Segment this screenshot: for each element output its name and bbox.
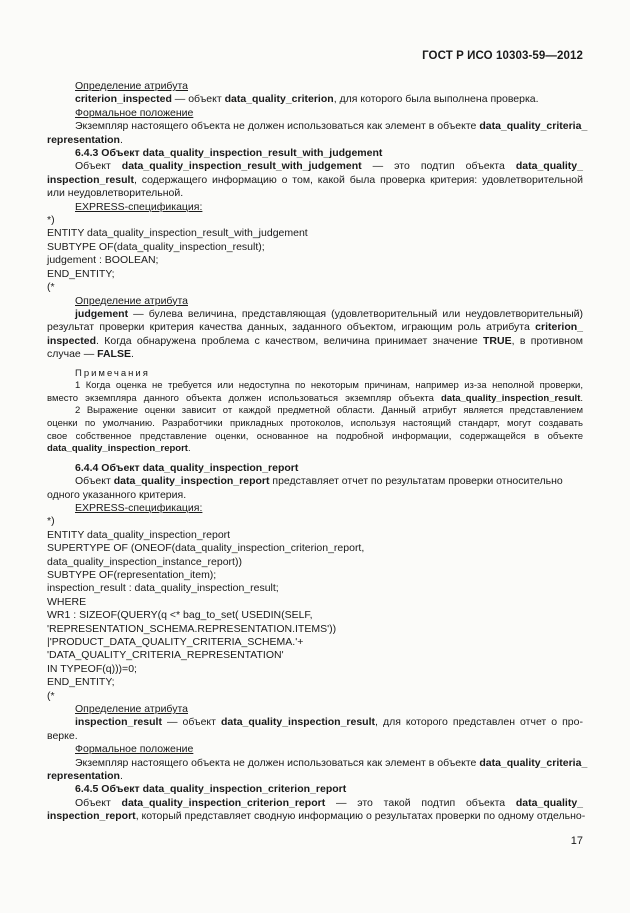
- code-line: 'REPRESENTATION_SCHEMA.REPRESENTATION.ITEMS')): [47, 622, 337, 635]
- attribute-definition-heading: Определение атрибута: [75, 703, 188, 715]
- attribute-definition-heading: Определение атрибута: [75, 80, 188, 92]
- express-code-block: [47, 214, 583, 294]
- code-line: SUPERTYPE OF (ONEOF(data_quality_inspection_criterion_report,: [47, 542, 365, 555]
- formal-proposition-text: Экземпляр настоящего объекта не должен использоваться как элемент в объекте data_quality_criteria_: [75, 120, 588, 133]
- attribute-definition-text: criterion_inspected — объект data_quality_criterion, для которого была выполнена проверка.: [75, 93, 539, 106]
- code-line: WHERE: [47, 595, 87, 608]
- express-code-block: [47, 515, 583, 703]
- inspection-result-definition-line2: верке.: [47, 729, 78, 742]
- express-spec-heading: EXPRESS-спецификация:: [75, 501, 203, 514]
- standard-header: ГОСТ Р ИСО 10303-59—2012: [422, 50, 583, 62]
- code-line: (*: [47, 689, 55, 702]
- page-content: [47, 80, 588, 824]
- judgement-definition-line3: inspected. Когда обнаружена проблема с качеством, величина принимает значение TRUE, в противном: [47, 334, 583, 347]
- express-spec-heading: EXPRESS-спецификация:: [75, 200, 203, 213]
- judgement-definition: judgement — булева величина, представляющая (удовлетворительный или неудовлетворительный): [75, 307, 583, 320]
- formal-proposition-text: Экземпляр настоящего объекта не должен использоваться как элемент в объекте data_quality_criteria_: [75, 756, 588, 769]
- code-line: SUBTYPE OF(representation_item);: [47, 568, 217, 581]
- code-line: 'DATA_QUALITY_CRITERIA_REPRESENTATION': [47, 649, 284, 662]
- section-6-4-4-para-line2: одного указанного критерия.: [47, 488, 187, 501]
- code-line: |'PRODUCT_DATA_QUALITY_CRITERIA_SCHEMA.'+: [47, 635, 304, 648]
- code-line: (*: [47, 281, 55, 294]
- page-number: 17: [570, 835, 583, 847]
- note-1-line2: вместо экземпляра данного объекта должен использоваться экземпляр объекта data_quality_inspection_result.: [47, 392, 583, 404]
- code-line: ENTITY data_quality_inspection_report: [47, 528, 231, 541]
- judgement-definition-line2: результат проверки критерия качества данных, заданного объектом, играющим роль атрибута criterion_: [47, 321, 583, 334]
- code-line: judgement : BOOLEAN;: [47, 254, 159, 267]
- formal-proposition-text-cont: representation.: [47, 133, 123, 146]
- formal-proposition-text-cont: representation.: [47, 770, 123, 783]
- code-line: END_ENTITY;: [47, 267, 115, 280]
- notes-heading: Примечания: [75, 367, 150, 379]
- note-2: 2 Выражение оценки зависит от каждой предметной области. Данный атрибут является представлением: [75, 405, 583, 417]
- section-6-4-4-title: 6.4.4 Объект data_quality_inspection_report: [75, 461, 299, 474]
- code-line: WR1 : SIZEOF(QUERY(q <* bag_to_set( USEDIN(SELF,: [47, 609, 313, 622]
- section-6-4-5-title: 6.4.5 Объект data_quality_inspection_criterion_report: [75, 783, 347, 796]
- code-line: END_ENTITY;: [47, 676, 115, 689]
- formal-proposition-heading: Формальное положение: [75, 106, 194, 119]
- attribute-definition-heading: Определение атрибута: [75, 294, 188, 307]
- section-6-4-3-para: Объект data_quality_inspection_result_with_judgement — это подтип объекта data_quality_: [75, 160, 583, 173]
- inspection-result-definition: inspection_result — объект data_quality_inspection_result, для которого представлен отчет о про-: [75, 716, 583, 729]
- section-6-4-5-para: Объект data_quality_inspection_criterion_report — это такой подтип объекта data_quality_: [75, 796, 583, 809]
- judgement-definition-line4: случае — FALSE.: [47, 348, 134, 361]
- code-line: *): [47, 515, 55, 528]
- section-6-4-3-title: 6.4.3 Объект data_quality_inspection_result_with_judgement: [75, 147, 383, 160]
- note-2-line4: data_quality_inspection_report.: [47, 443, 191, 455]
- code-line: IN TYPEOF(q)))=0;: [47, 662, 137, 675]
- code-line: ENTITY data_quality_inspection_result_with_judgement: [47, 227, 308, 240]
- section-6-4-5-para-line2: inspection_report, который представляет сводную информацию о результатах проверки по одному отдельно-: [47, 810, 586, 823]
- code-line: *): [47, 214, 55, 227]
- section-6-4-3-para-line2: inspection_result, содержащего информацию о том, какой была проверка критерия: удовлетворительной: [47, 173, 583, 186]
- code-line: inspection_result : data_quality_inspection_result;: [47, 582, 279, 595]
- code-line: data_quality_inspection_instance_report)): [47, 555, 242, 568]
- code-line: SUBTYPE OF(data_quality_inspection_result);: [47, 240, 265, 253]
- section-6-4-3-para-line3: или неудовлетворительной.: [47, 187, 184, 200]
- note-2-line3: свое собственное представление оценки, основанное на подробной информации, содержащейся в объекте: [47, 430, 583, 442]
- formal-proposition-heading: Формальное положение: [75, 743, 194, 756]
- section-6-4-4-para: Объект data_quality_inspection_report представляет отчет по результатам проверки относительно: [75, 475, 563, 488]
- note-2-line2: оценки по умолчанию. Разработчики прикладных протоколов, используя настоящий стандарт, могут создавать: [47, 417, 583, 429]
- note-1: 1 Когда оценка не требуется или недоступна по некоторым причинам, например из-за неполной проверки,: [75, 380, 583, 392]
